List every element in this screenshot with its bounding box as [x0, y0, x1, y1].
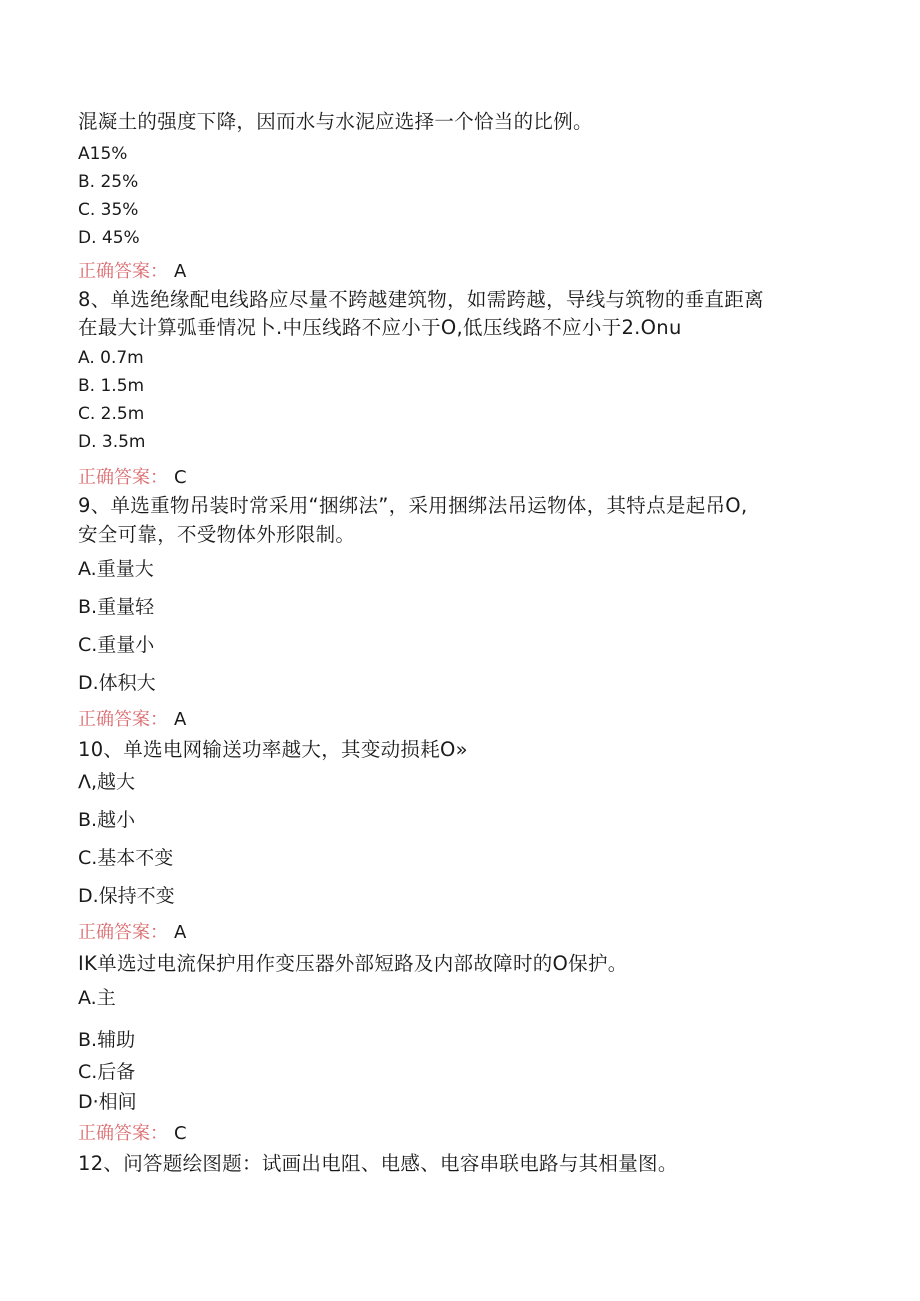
question-text: 10、单选电网输送功率越大，其变动损耗O» — [78, 738, 468, 761]
option-text: B.辅助 — [78, 1029, 136, 1051]
answer-label: 正确答案： — [78, 922, 168, 943]
option-text: A. 0.7m — [78, 348, 144, 368]
option-text: B. 1.5m — [78, 376, 145, 396]
option-text: A15% — [78, 144, 128, 164]
answer-label: 正确答案： — [78, 261, 168, 282]
question-text: 9、单选重物吊装时常采用“捆绑法”，采用捆绑法吊运物体，其特点是起吊O, — [78, 494, 748, 517]
option-text: D·相间 — [78, 1091, 137, 1113]
answer-value: C — [174, 467, 187, 488]
answer-line — [78, 1122, 187, 1146]
question-text: 混凝土的强度下降，因而水与水泥应选择一个恰当的比例。 — [78, 110, 593, 133]
answer-label: 正确答案： — [78, 1123, 168, 1144]
option-text: C.重量小 — [78, 634, 155, 656]
option-text: D.体积大 — [78, 672, 156, 694]
option-text: D. 3.5m — [78, 432, 146, 452]
option-text: A.主 — [78, 987, 116, 1009]
option-text: Λ,越大 — [78, 771, 136, 793]
option-text: C. 2.5m — [78, 404, 145, 424]
question-text: 12、问答题绘图题：试画出电阻、电感、电容串联电路与其相量图。 — [78, 1152, 678, 1175]
question-text: IK单选过电流保护用作变压器外部短路及内部故障时的O保护。 — [78, 952, 628, 975]
option-text: D.保持不变 — [78, 885, 175, 907]
option-text: B.越小 — [78, 809, 136, 831]
question-text: 安全可靠，不受物体外形限制。 — [78, 523, 356, 546]
option-text: B. 25% — [78, 172, 139, 192]
answer-line — [78, 260, 186, 284]
question-text: 8、单选绝缘配电线路应尽量不跨越建筑物，如需跨越，导线与筑物的垂直距离 — [78, 288, 764, 311]
option-text: D. 45% — [78, 228, 140, 248]
question-text: 在最大计算弧垂情况卜.中压线路不应小于O,低压线路不应小于2.Onu — [78, 316, 682, 339]
answer-value: C — [174, 1123, 187, 1144]
answer-value: A — [174, 261, 187, 282]
option-text: A.重量大 — [78, 558, 154, 580]
option-text: B.重量轻 — [78, 596, 155, 618]
option-text: C. 35% — [78, 200, 139, 220]
answer-value: A — [174, 709, 187, 730]
answer-line — [78, 921, 186, 945]
answer-label: 正确答案： — [78, 467, 168, 488]
answer-line — [78, 708, 186, 732]
answer-value: A — [174, 922, 187, 943]
answer-label: 正确答案： — [78, 709, 168, 730]
option-text: C.后备 — [78, 1061, 136, 1083]
answer-line — [78, 466, 187, 490]
option-text: C.基本不变 — [78, 847, 174, 869]
